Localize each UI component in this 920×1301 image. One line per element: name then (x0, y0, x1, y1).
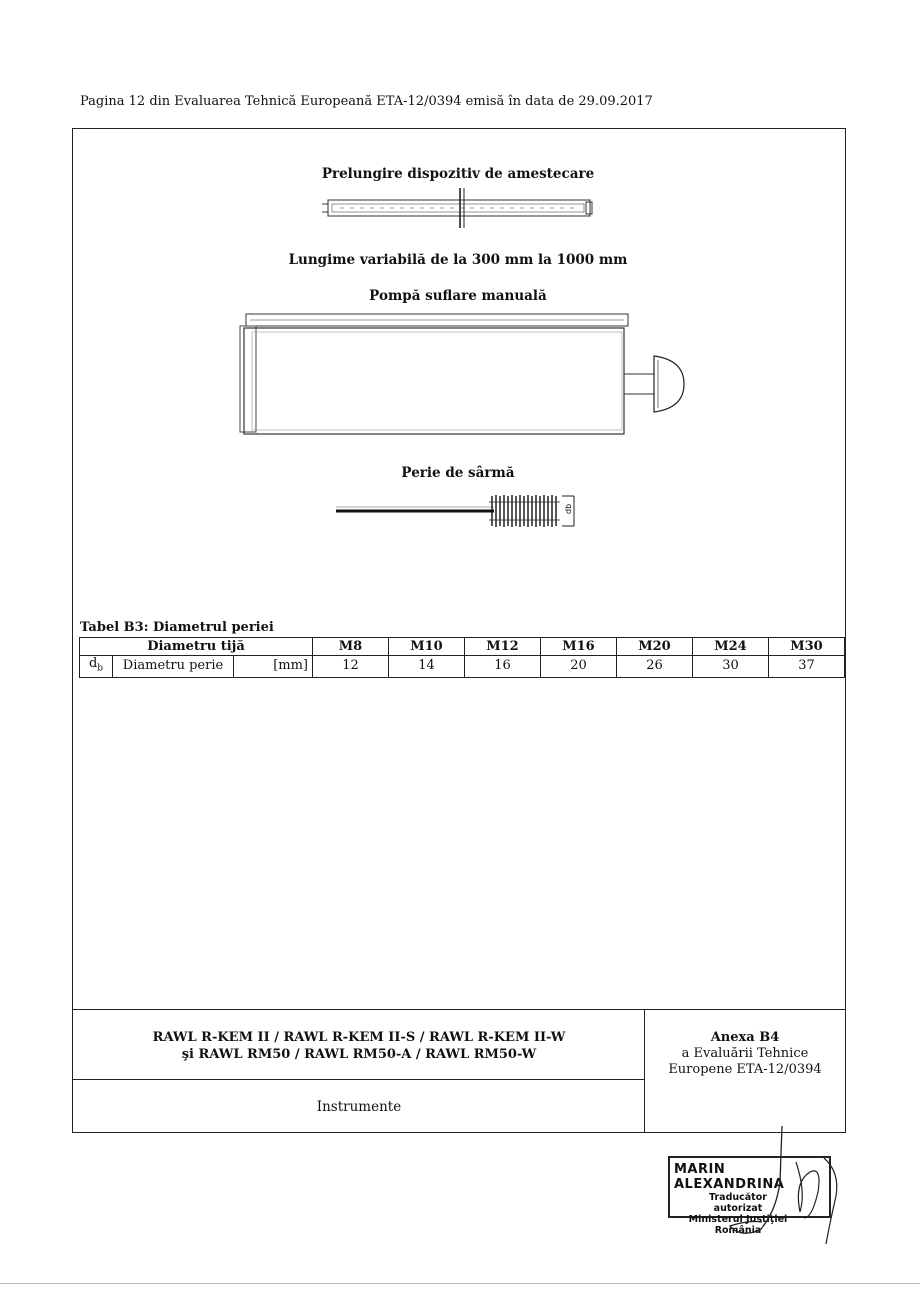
size-cell: M16 (541, 638, 617, 656)
footer-annex-box (645, 1009, 846, 1133)
size-cell: M10 (389, 638, 465, 656)
footer-product-box (73, 1009, 645, 1079)
table-row (80, 656, 845, 678)
table-header-row (80, 638, 845, 656)
scan-edge-line (0, 1283, 920, 1284)
brush-diameter-table (79, 637, 845, 678)
size-cell: M12 (465, 638, 541, 656)
stamp-line-1: Traducător autorizat (709, 1192, 767, 1214)
header-label: Diametru tijă (80, 638, 313, 656)
annex-line-2: a Evaluării Tehnice (681, 1046, 809, 1061)
annex-line-3: Europene ETA-12/0394 (668, 1062, 822, 1077)
annex-title: Anexa B4 (710, 1030, 780, 1045)
section-label: Instrumente (316, 1099, 402, 1115)
value-cell: 12 (313, 656, 389, 678)
size-cell: M30 (769, 638, 845, 656)
product-line-1: RAWL R-KEM II / RAWL R-KEM II-S / RAWL R-KEM II-W (152, 1030, 566, 1045)
stamp-line-2: Ministerul Justiţiei (688, 1214, 788, 1225)
mixer-extension-title: Prelungire dispozitiv de amestecare (321, 166, 595, 182)
stamp-name: MARIN ALEXANDRINA (674, 1162, 785, 1192)
value-cell: 26 (617, 656, 693, 678)
blow-pump-drawing (236, 308, 686, 444)
brush-dimension-label: db (564, 503, 573, 514)
blow-pump-title: Pompă suflare manuală (369, 288, 547, 304)
label-cell: Diametru perie (113, 656, 234, 678)
mixer-extension-drawing (320, 186, 600, 230)
table-title: Tabel B3: Diametrul periei (80, 620, 274, 635)
size-cell: M20 (617, 638, 693, 656)
value-cell: 14 (389, 656, 465, 678)
stamp-line-3: România (714, 1225, 762, 1236)
unit-cell: [mm] (234, 656, 313, 678)
size-cell: M24 (693, 638, 769, 656)
symbol-cell (80, 656, 113, 678)
symbol-sub: b (97, 663, 104, 674)
wire-brush-title: Perie de sârmă (401, 465, 515, 481)
value-cell: 37 (769, 656, 845, 678)
value-cell: 20 (541, 656, 617, 678)
product-line-2: şi RAWL RM50 / RAWL RM50-A / RAWL RM50-W (181, 1047, 537, 1062)
value-cell: 16 (465, 656, 541, 678)
page-header: Pagina 12 din Evaluarea Tehnică Europeană ETA-12/0394 emisă în data de 29.09.2017 (80, 94, 653, 109)
length-note: Lungime variabilă de la 300 mm la 1000 mm (288, 252, 628, 268)
value-cell: 30 (693, 656, 769, 678)
signature-icon (700, 1122, 850, 1252)
footer-section-box (73, 1079, 645, 1133)
wire-brush-drawing (334, 490, 584, 532)
size-cell: M8 (313, 638, 389, 656)
symbol-main: d (88, 656, 98, 671)
